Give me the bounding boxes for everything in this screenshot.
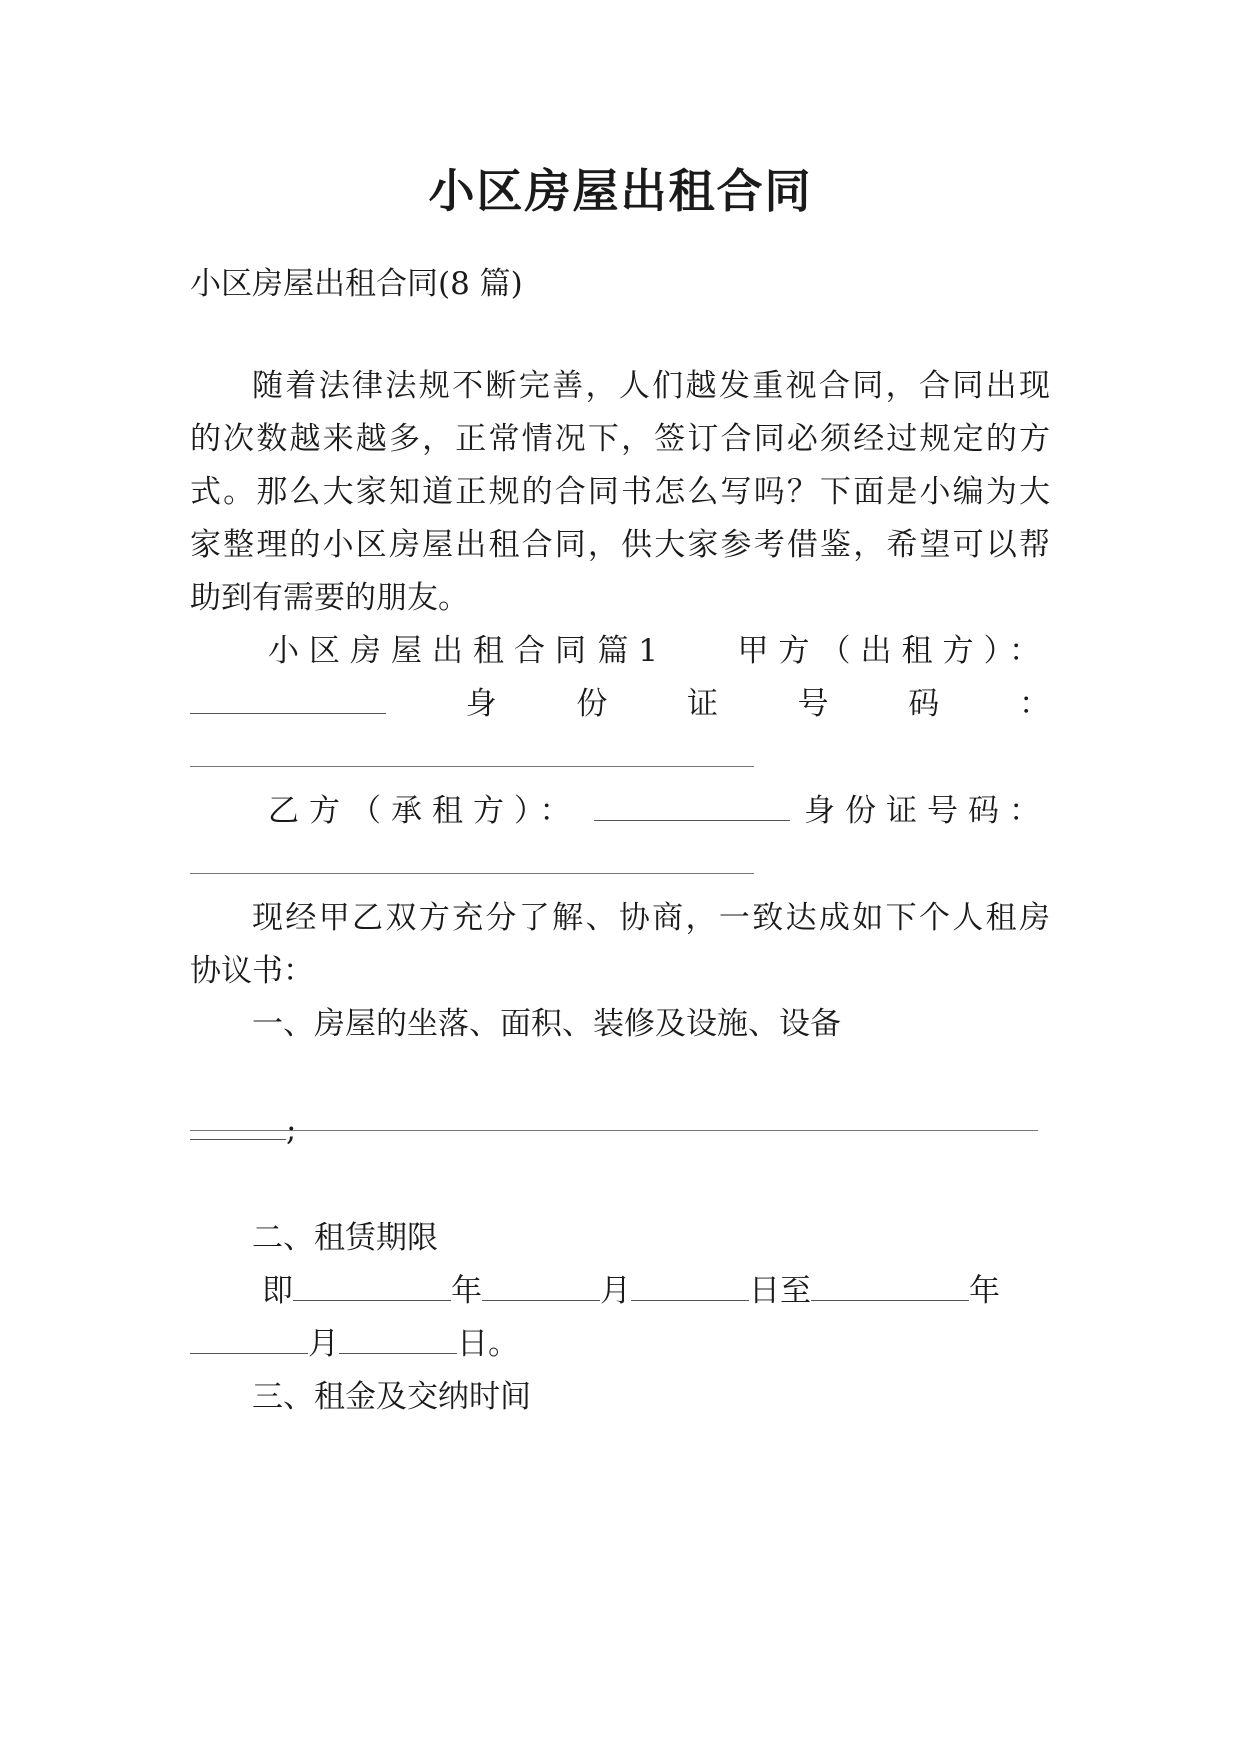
- party-b-id-blank: [190, 873, 754, 874]
- clause-1-blank-tail: [190, 1111, 286, 1140]
- clause-1-semicolon: ;: [286, 1112, 297, 1148]
- party-a-id-blank: [190, 766, 754, 767]
- term-month-label: 月: [600, 1273, 631, 1309]
- id-char: 份: [576, 686, 608, 722]
- end-day-blank: [339, 1325, 457, 1354]
- intro-line: 的次数越来越多，正常情况下，签订合同必须经过规定的方: [190, 421, 1050, 457]
- id-char: ：: [1018, 686, 1050, 722]
- intro-line: 式。那么大家知道正规的合同书怎么写吗？下面是小编为大: [190, 474, 1050, 510]
- id-char: 证: [686, 686, 718, 722]
- clause-3-heading: 三、租金及交纳时间: [252, 1379, 531, 1415]
- end-year-blank: [811, 1272, 969, 1301]
- section-part: 篇 1: [597, 633, 659, 669]
- section-heading: 小区房屋出租合同: [268, 633, 596, 669]
- term-month2-label: 月: [308, 1326, 339, 1362]
- party-a-label: 甲方（出租方）：: [737, 633, 1050, 669]
- clause-2-heading: 二、租赁期限: [252, 1220, 438, 1256]
- document-title: 小区房屋出租合同: [428, 164, 813, 218]
- term-day-to-label: 日至: [749, 1273, 811, 1309]
- start-month-blank: [482, 1272, 600, 1301]
- intro-line: 助到有需要的朋友。: [190, 580, 469, 616]
- agreement-line: 协议书：: [190, 953, 314, 989]
- term-year-label: 年: [451, 1273, 482, 1309]
- start-year-blank: [293, 1272, 451, 1301]
- party-b-line: [268, 791, 1050, 831]
- intro-line: 随着法律法规不断完善，人们越发重视合同，合同出现: [252, 368, 1050, 404]
- party-b-label: 乙方（承租方）：: [268, 793, 581, 829]
- clause-1-blank-end-line: [190, 1110, 1050, 1150]
- end-month-blank: [190, 1325, 308, 1354]
- party-b-id-label: 身份证号码：: [804, 793, 1050, 829]
- agreement-line: 现经甲乙双方充分了解、协商，一致达成如下个人租房: [252, 900, 1050, 936]
- party-a-name-blank: [190, 685, 386, 714]
- intro-line: 家整理的小区房屋出租合同，供大家参考借鉴，希望可以帮: [190, 527, 1050, 563]
- clause-1-heading: 一、房屋的坐落、面积、装修及设施、设备: [252, 1006, 841, 1042]
- term-day-end-label: 日。: [457, 1326, 519, 1362]
- id-char: 码: [908, 686, 940, 722]
- document-subtitle: 小区房屋出租合同(8 篇): [190, 266, 523, 302]
- id-char: 号: [797, 686, 829, 722]
- id-char: 身: [465, 686, 497, 722]
- party-a-line: [268, 631, 1050, 671]
- term-prefix: 即: [262, 1273, 293, 1309]
- party-b-name-blank: [594, 792, 790, 821]
- party-a-id-line: [190, 684, 1050, 724]
- term-line: [262, 1271, 1050, 1311]
- term-line-2: [190, 1324, 1050, 1364]
- start-day-blank: [631, 1272, 749, 1301]
- term-year2-label: 年: [969, 1273, 1000, 1309]
